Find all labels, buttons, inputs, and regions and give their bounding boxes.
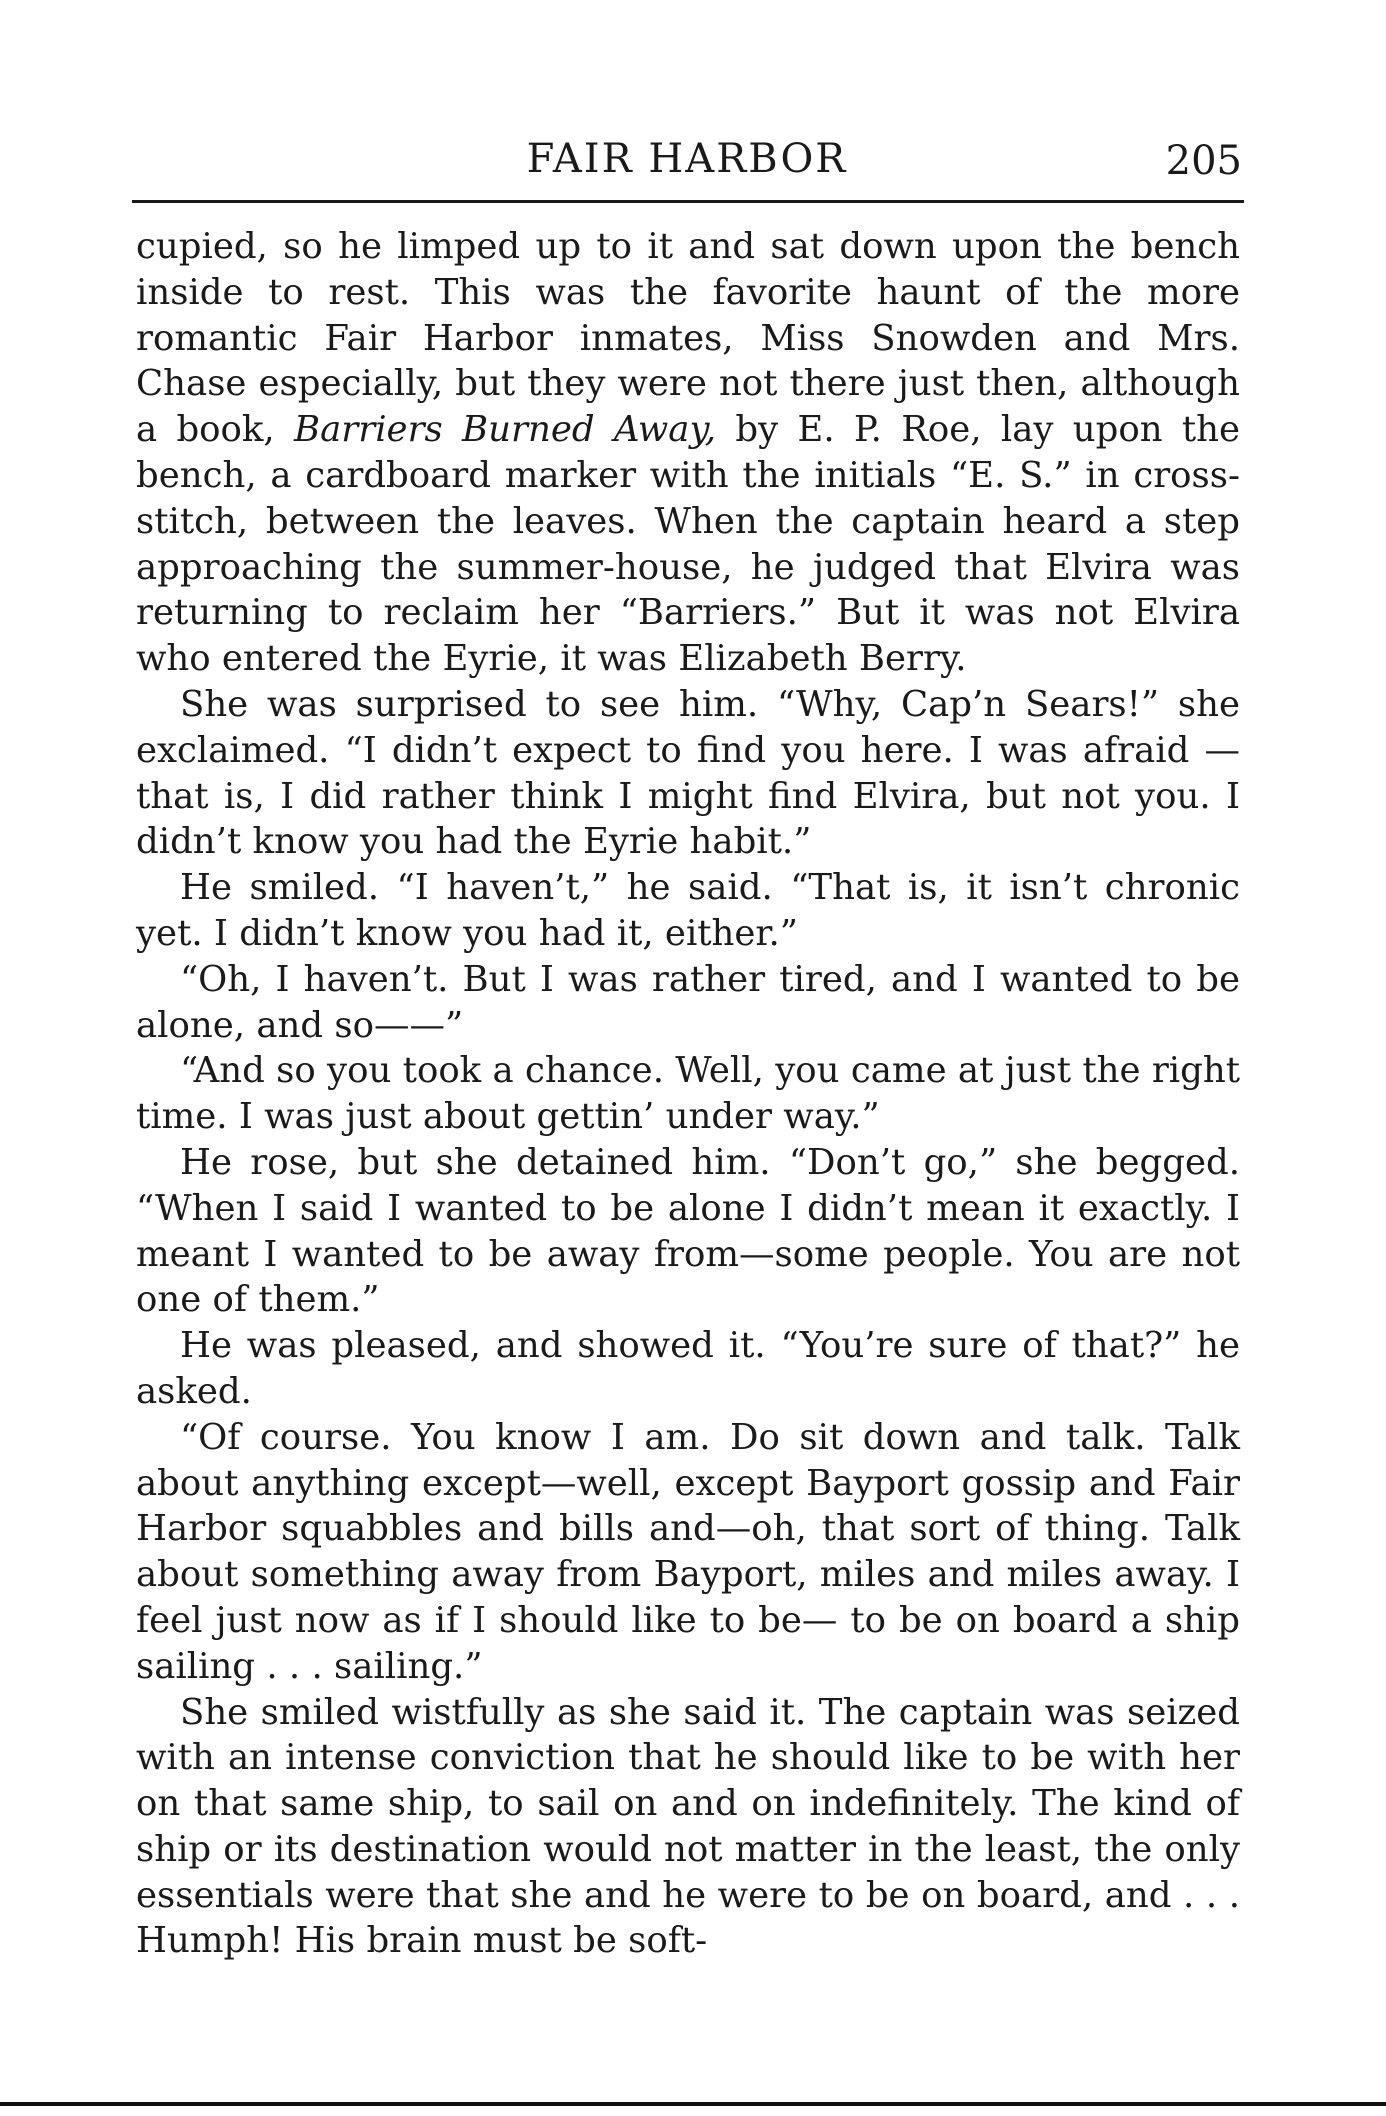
paragraph-8: “Of course. You know I am. Do sit down and talk. Talk about anything except—well, except Bayport gossip and Fair Harbor squabbles and bills and—oh, that sort of thing. Talk about something away from Bayport, miles and miles away. I feel just now as if I should like to be— to be on board a ship sailing . . . sailing.”	[136, 1416, 1240, 1687]
page-header	[132, 130, 1242, 186]
paragraph-1	[136, 224, 1240, 682]
running-title: FAIR HARBOR	[526, 136, 848, 182]
body-text	[136, 224, 1240, 1964]
header-rule	[132, 200, 1244, 203]
scan-bottom-edge	[0, 2102, 1386, 2106]
paragraph-9: She smiled wistfully as she said it. The captain was seized with an intense conviction that he should like to be with her on that same ship, to sail on and on indefinitely. The kind of ship or its destination would not matter in the least, the only essentials were that she and he were to be on board, and . . . Humph! His brain must be soft-	[136, 1691, 1240, 1962]
paragraph-1-text-continued: by E. P. Roe, lay upon the bench, a cardboard marker with the initials “E. S.” in cross-stitch, between the leaves. When the captain heard a step approaching the summer-house, he judged that Elvira was returning to reclaim her “Barriers.” But it was not Elvira who entered the Eyrie, it was Elizabeth Berry.	[136, 409, 1240, 680]
paragraph-1-text: cupied, so he limped up to it and sat down upon the bench inside to rest. This was the favorite haunt of the more romantic Fair Harbor inmates, Miss Snowden and Mrs. Chase especially, but they were not there just then, although a book,	[136, 226, 1240, 451]
book-title-italic: Barriers Burned Away,	[294, 409, 717, 451]
paragraph-7: He was pleased, and showed it. “You’re sure of that?” he asked.	[136, 1325, 1240, 1412]
paragraph-6: He rose, but she detained him. “Don’t go,” she begged. “When I said I wanted to be alone I didn’t mean it exactly. I meant I wanted to be away from—some people. You are not one of them.”	[136, 1141, 1240, 1321]
paragraph-4: “Oh, I haven’t. But I was rather tired, and I wanted to be alone, and so——”	[136, 958, 1240, 1046]
page-number: 205	[1165, 138, 1242, 184]
paragraph-3: He smiled. “I haven’t,” he said. “That is, it isn’t chronic yet. I didn’t know you had it, either.”	[136, 867, 1240, 954]
paragraph-5: “And so you took a chance. Well, you came at just the right time. I was just about gettin’ under way.”	[136, 1050, 1240, 1138]
paragraph-2: She was surprised to see him. “Why, Cap’n Sears!” she exclaimed. “I didn’t expect to find you here. I was afraid —that is, I did rather think I might find Elvira, but not you. I didn’t know you had the Eyrie habit.”	[136, 683, 1240, 863]
